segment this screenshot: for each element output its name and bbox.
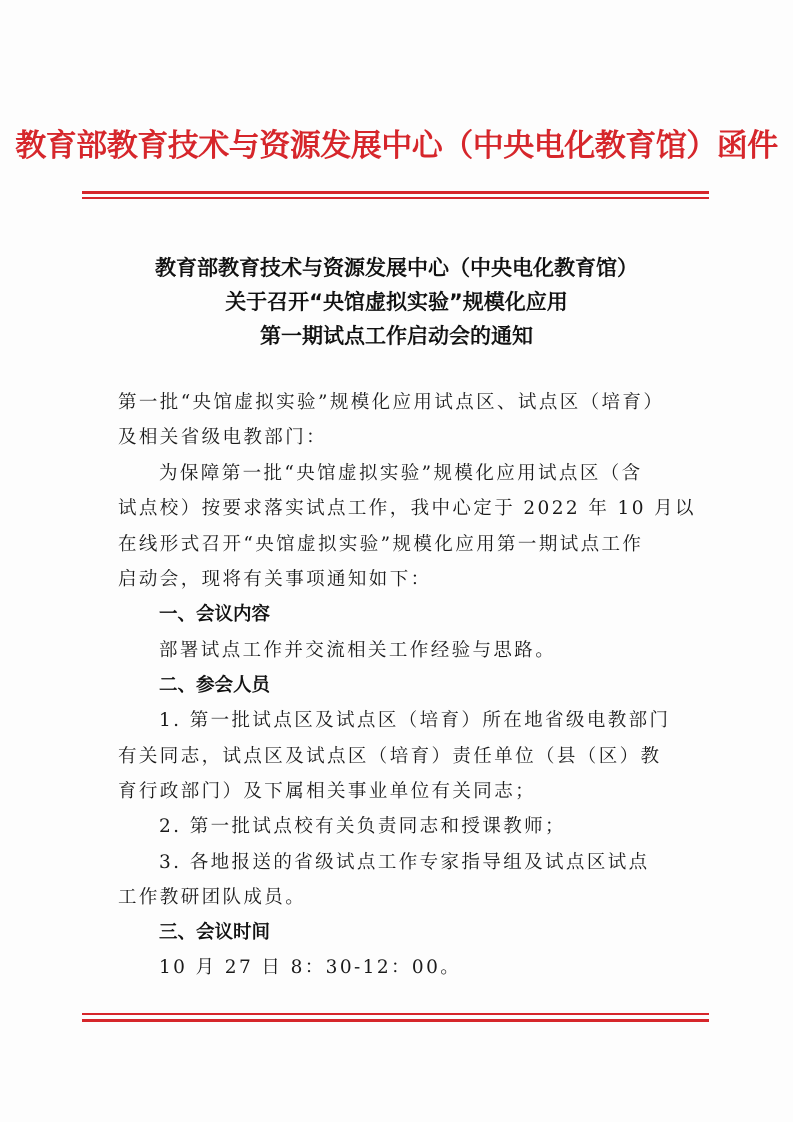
section-2-item-3-line-1: 3. 各地报送的省级试点工作专家指导组及试点区试点 xyxy=(159,852,650,873)
intro-line-1: 为保障第一批“央馆虚拟实验”规模化应用试点区（含 xyxy=(159,463,643,484)
notice-title-line-3: 第一期试点工作启动会的通知 xyxy=(260,324,533,348)
section-2-heading: 二、参会人员 xyxy=(159,675,271,696)
recipients-line-1: 第一批“央馆虚拟实验”规模化应用试点区、试点区（培育） xyxy=(118,392,665,413)
section-3-heading: 三、会议时间 xyxy=(159,922,271,943)
footer-rule-bottom xyxy=(82,1019,709,1022)
intro-line-3: 在线形式召开“央馆虚拟实验”规模化应用第一期试点工作 xyxy=(118,534,644,555)
section-2-item-1-line-2: 有关同志，试点区及试点区（培育）责任单位（县（区）教 xyxy=(118,746,662,767)
section-2-item-3-line-2: 工作教研团队成员。 xyxy=(118,887,307,908)
footer-rule-top xyxy=(82,1013,709,1015)
section-2-item-2: 2. 第一批试点校有关负责同志和授课教师； xyxy=(159,816,566,837)
recipients-line-2: 及相关省级电教部门： xyxy=(118,427,328,448)
section-1-heading: 一、会议内容 xyxy=(159,604,271,625)
letterhead-title: 教育部教育技术与资源发展中心（中央电化教育馆）函件 xyxy=(15,128,778,164)
letterhead-rule-bottom xyxy=(82,197,709,199)
notice-title-line-1: 教育部教育技术与资源发展中心（中央电化教育馆） xyxy=(155,256,638,280)
section-2-item-1-line-1: 1. 第一批试点区及试点区（培育）所在地省级电教部门 xyxy=(159,710,671,731)
section-3-body: 10 月 27 日 8：30-12：00。 xyxy=(159,957,462,978)
intro-line-4: 启动会，现将有关事项通知如下： xyxy=(118,569,432,590)
intro-line-2: 试点校）按要求落实试点工作，我中心定于 2022 年 10 月以 xyxy=(118,498,696,519)
section-2-item-1-line-3: 育行政部门）及下属相关事业单位有关同志； xyxy=(118,781,537,802)
notice-title-line-2: 关于召开“央馆虚拟实验”规模化应用 xyxy=(225,290,568,314)
letterhead-rule-top xyxy=(82,191,709,194)
section-1-body: 部署试点工作并交流相关工作经验与思路。 xyxy=(159,640,557,661)
